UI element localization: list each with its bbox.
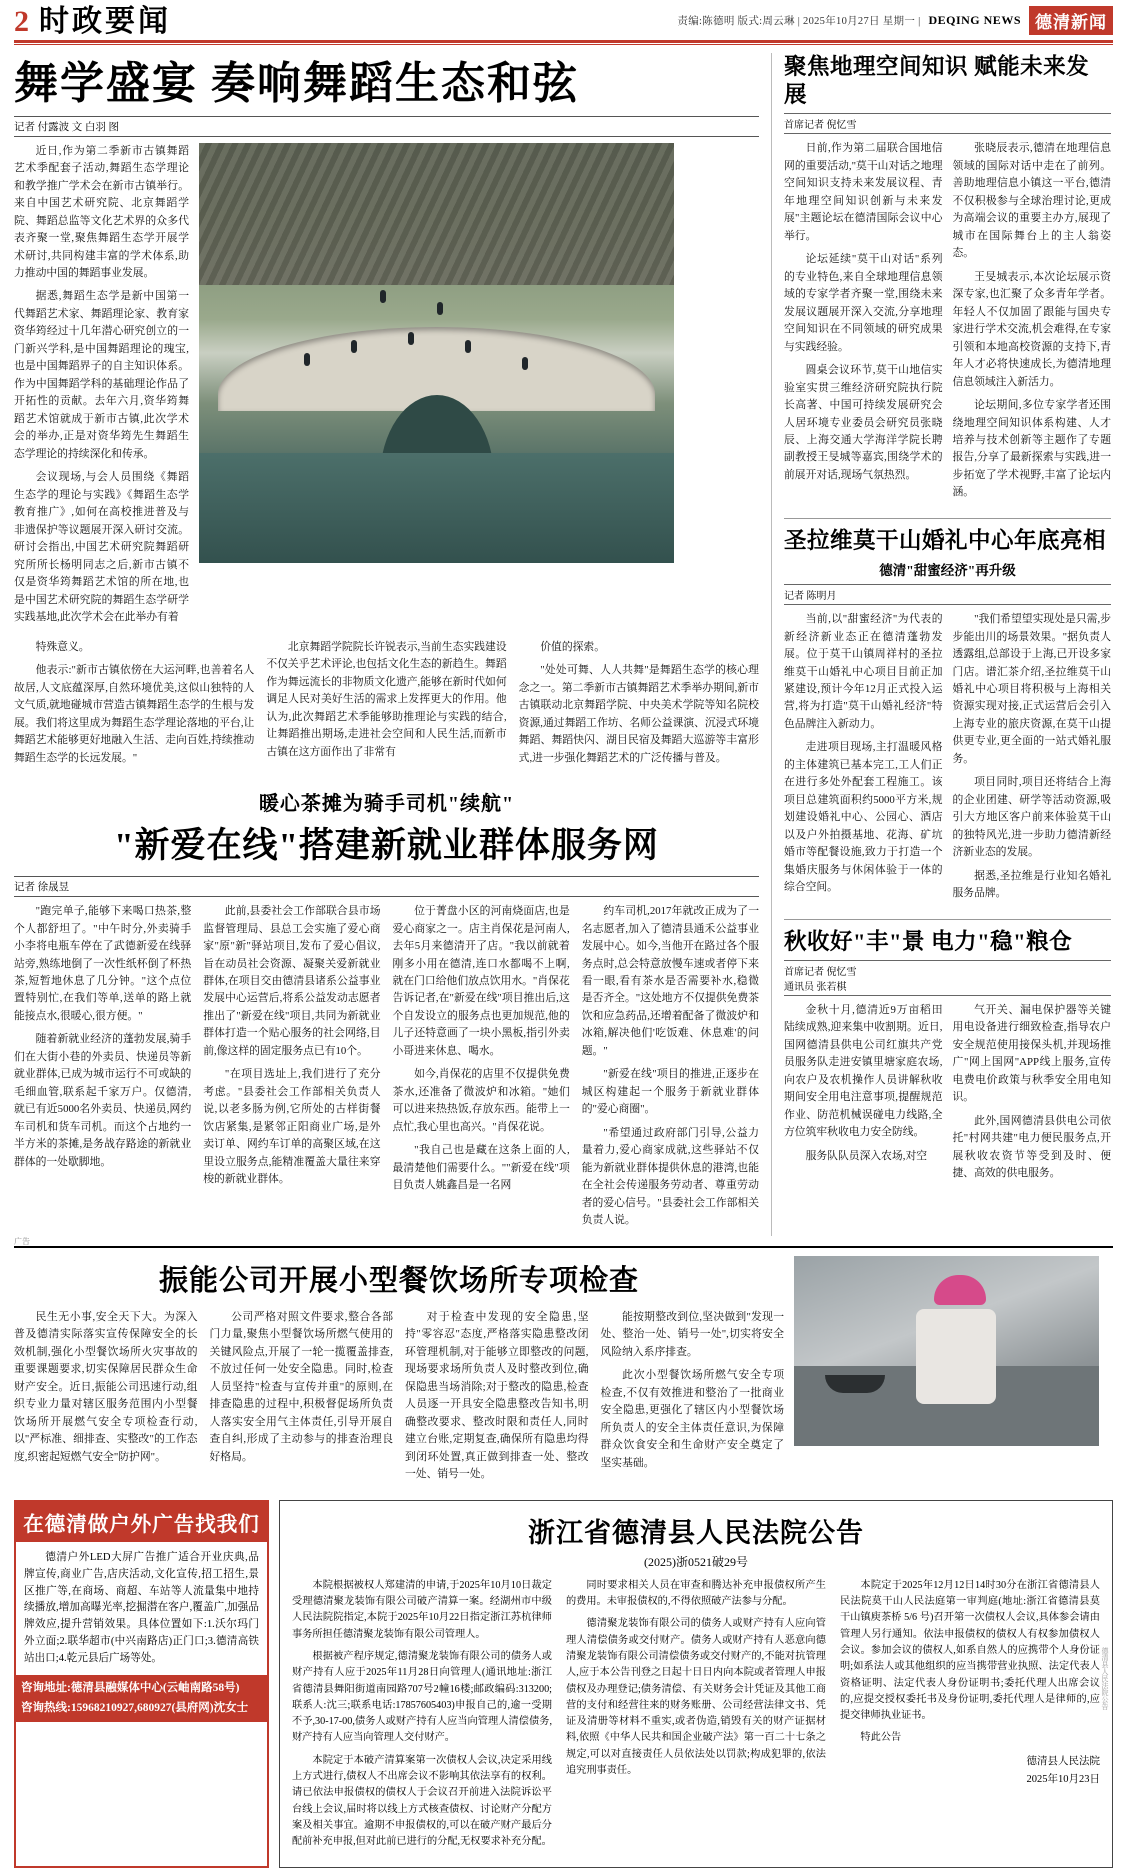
page-body <box>14 53 1113 1236</box>
notice-signature <box>840 1753 1100 1789</box>
paragraph: 日前,作为第二届联合国地信网的重要活动,"莫干山对话之地理空间知识支持未来发展议程、青年地理空间知识创新与未来发展"主题论坛在德清国际会议中心举行。 <box>784 142 943 242</box>
right-divider-1 <box>784 518 1111 519</box>
notice-title: 浙江省德清县人民法院公告 <box>528 1517 864 1548</box>
paragraph: 此前,县委社会工作部联合县市场监督管理局、县总工会实施了爱心商家"原"新"驿站项目,发布了爱心倡议,旨在动员社会资源、凝聚关爱新就业群体,在项目交由德清县诸系公益事业发展中心运营后,将系公益发动志愿者推出了"新爱在线"项目,共同为新就业群体打造一个贴心服务的社会网络,目前,像这样的固定服务点已有10个。 <box>203 905 381 1057</box>
lead-col-1 <box>14 143 189 633</box>
photo-person <box>408 332 414 345</box>
paragraph: "我们希望望实现处是只需,步步能出川的场景效果。"据负责人透露组,总部设于上海,已开设多家门店。谱汇茶介绍,圣拉维莫干山婚礼中心项目将积极与上海相关资源实现对接,正式运营后会引入上海专业的旅庆资源,在莫干山提供更专业,更全面的一站式婚礼服务。 <box>952 613 1111 765</box>
lead-byline: 记者 付露波 文 白羽 图 <box>14 116 759 137</box>
lead-photo <box>199 143 674 563</box>
paragraph: 如今,肖保花的店里不仅提供免费茶水,还准备了微波炉和冰箱。"她们可以进来热热饭,存放东西。能带上一点忙,我心里也高兴。"肖保花说。 <box>392 1068 570 1133</box>
bottom-row <box>14 1500 1113 1868</box>
right-story2-body <box>784 611 1111 909</box>
paragraph: 位于菁盘小区的河南烧面店,也是爱心商家之一。店主肖保花是河南人,去年5月来德清开了店。"我以前就着刚多小用在德清,连口水都喝不上啊,就在门口给他们放点饮用水。"肖保花告诉记者,在"新爱在线"项目推出后,这个自发设立的服务点也更加规范,他的儿子还特意画了一块小黑板,指引外卖小哥进来休息、喝水。 <box>392 905 570 1057</box>
notice-col-2 <box>566 1578 826 1857</box>
paragraph: "我自己也是藏在这条上面的人,最清楚他们需要什么。""新爱在线"项目负责人姚鑫昌是一名网 <box>392 1144 570 1192</box>
paragraph: 对于检查中发现的安全隐患,坚持"零容忍"态度,严格落实隐患整改闭环管理机制,对于能够立即整改的问题,现场要求场所负责人及时整改到位,确保隐患当场消除;对于整改的隐患,检查人员逐一开具安全隐患整改告知书,明确整改要求、整改时限和责任人,同时建立台账,定期复查,确保所有隐患均得到闭环处置,真正做到排查一处、整改一处、销号一处。 <box>405 1310 589 1481</box>
right-story1-headline: 聚焦地理空间知识 赋能未来发展 <box>784 54 1090 108</box>
paragraph: 此外,国网德清县供电公司依托"村网共建"电力便民服务点,开展秋收农资节等受到及时、便捷、高效的供电服务。 <box>952 1114 1111 1180</box>
paragraph: 根据被产程序规定,德清聚龙装饰有限公司的债务人或财产持有人应于2025年11月28日向管理人(通讯地址:浙江省德清县舞阳街道南园路707号2幢16楼;邮政编码:313200;联系人:沈三;联系电话:17857605403)申报自己的,逾一受期不予,30-17-00,债务人或财产持有人应当向管理人清偿债务,财产持有人应当向管理人交付财产。 <box>292 1650 552 1744</box>
section-title: 时政要闻 <box>39 5 171 38</box>
right-story2-byline: 记者 陈明月 <box>784 584 1111 605</box>
paragraph: 约车司机,2017年就改正成为了一名志愿者,加入了德清县通禾公益事业发展中心。如今,当他开在路过各个服务点时,总会特意放慢车速或者停下来看一眼,看有茶水是否需要补水,稳微是否齐全。"这处地方不仅提供免费茶饮和应急药品,还增着配备了微波炉和冰箱,解决他们'吃饭难、休息难'的问题。" <box>581 905 759 1057</box>
right-story2-col-1 <box>784 611 943 909</box>
photo-person <box>380 290 386 303</box>
ad-feature-photo <box>794 1256 1099 1446</box>
ad-address: 咨询地址:德清县融媒体中心(云岫南路58号) <box>21 1682 240 1695</box>
right-story3-byline <box>784 960 1111 996</box>
second-byline: 记者 徐晟昱 <box>14 876 759 897</box>
paragraph: 本院定于2025年12月12日14时30分在浙江省德清县人民法院莫干山人民法庭第一审判庭(地址:浙江省德清县莫干山镇庾茶桥 5/6 号)召开第一次债权人会议,具体参会请由管理人另行通知。依法申报债权的债权人有权参加债权人会议。参加会议的债权人,如系自然人的应携带个人身份证明;如系法人或其他组织的应当携带营业执照、法定代表人资格证明、法定代表人身份证明书;委托代理人出席会议的,应提交授权委托书及身份证明,委托代理人是律师的,应提交律师执业证书。 <box>840 1579 1100 1722</box>
right-story1-byline: 首席记者 倪忆雪 <box>784 113 1111 134</box>
photo-water <box>199 453 674 562</box>
notice-case-number: (2025)浙0521破29号 <box>644 1554 748 1569</box>
masthead-rule <box>14 44 1113 45</box>
right-story3-headline: 秋收好"丰"景 电力"稳"粮仓 <box>784 928 1073 954</box>
paragraph: "跑完单子,能够下来喝口热茶,整个人都舒坦了。"中午时分,外卖骑手小李将电瓶车停在了武德新爱在线驿站旁,熟练地倒了一次性纸杯倒了杯热茶,短暂地休息了几分钟。"这个点位置特别忙,在我们等单,送单的路上就能接点水,很暖心,很方便。" <box>14 905 192 1022</box>
paragraph: 德清聚龙装饰有限公司的债务人或财产持有人应向管理人清偿债务或交付财产。债务人或财产持有人恶意向德清聚龙装饰有限公司清偿债务或交付财产的,不能对抗管理人,应于本公告刊登之日起十日日内向本院或者管理人申报债权及办理登记;债务清偿、有关财务会计凭证及其他工商营的支付和经营往来的财务账册、公司经营法律文书、凭证及清册等材料不重实,或者伪造,销毁有关的财产证据材料,依照《中华人民共和国企业破产法》第一百二十七条之规定,可以对直接责任人员依法处以罚款;构成犯罪的,依法追究刑事责任。 <box>566 1618 826 1777</box>
second-col-4 <box>582 903 759 1236</box>
second-headline: "新爱在线"搭建新就业群体服务网 <box>114 826 659 866</box>
photo-person <box>351 340 357 353</box>
right-column <box>771 53 1111 1236</box>
right-story1-col-1 <box>784 140 943 508</box>
ad-feature-col-3 <box>405 1309 589 1490</box>
paragraph: 北京舞蹈学院院长许锐表示,当前生态实践建设不仅关乎艺术评论,也包括文化生态的新趋生。舞蹈作为舞远流长的非物质文化遗产,能够在新时代如何调足人民对美好生活的需求上发挥更大的作用。他认为,此次舞蹈艺术季能够助推理论与实践的结合,让舞蹈推出期场,走进社会空间和人民生活,而新市古镇在这方面作出了非常有 <box>266 640 507 758</box>
right-story3-byline-1: 首席记者 倪忆雪 <box>784 966 857 978</box>
paragraph: 金秋十月,德清近9万亩稻田陆续成熟,迎来集中收割期。近日,国网德清县供电公司红旗共产党员服务队走进安镇里塘家庭农场,向农户及农机操作人员讲解秋收期间安全用电注意事项,提醒规范作业、防范机械误碰电力线路,全方位筑牢秋收电力安全防线。 <box>784 1003 943 1139</box>
ad-tag: 广告 <box>14 1236 30 1246</box>
masthead-meta: 责编:陈德明 版式:周云琳 | 2025年10月27日 星期一 | <box>677 16 921 27</box>
lead-headline: 舞学盛宴 奏响舞蹈生态和弦 <box>14 59 579 108</box>
paragraph: "新爱在线"项目的推进,正逐步在城区构建起一个服务于新就业群体的"爱心商圈"。 <box>581 1068 759 1116</box>
right-story3-body <box>784 1002 1111 1189</box>
paragraph: 张晓辰表示,德清在地理信息领域的国际对话中走在了前列。善助地理信息小镇这一平台,德清不仅积极参与全球治理讨论,更成为高端会议的重要主办方,展现了城市在国际舞台上的主人翁姿态。 <box>952 142 1111 260</box>
left-column <box>14 53 759 1236</box>
paragraph: 服务队队员深入农场,对空 <box>805 1149 928 1162</box>
paragraph: 会议现场,与会人员围绕《舞蹈生态学的理论与实践》《舞蹈生态学教育推广》,如何在高校推进普及与非遗保护等议题展开深入研讨交流。研讨会指出,中国艺术研究院舞蹈研究所所长杨明同志之后,新市古镇不仅是资华筠舞蹈艺术馆的所在地,也是中国艺术研究院的舞蹈生态学研学实践基地,此次学术会在此举办有着 <box>14 471 189 624</box>
paragraph: 当前,以"甜蜜经济"为代表的新经济新业态正在德清蓬勃发展。位于莫干山镇周祥村的圣拉维莫干山婚礼中心项目目前正加紧建设,预计今年12月正式投入运营,将为打造"莫干山婚礼经济"特色品牌注入新动力。 <box>784 613 943 730</box>
ad-feature-section <box>14 1236 1113 1490</box>
paragraph: 论坛延续"莫干山对话"系列的专业特色,来自全球地理信息领域的专家学者齐聚一堂,围绕未来发展议题展开深入交流,分享地理空间知识在不同领域的研究成果与实践经验。 <box>784 253 943 353</box>
paragraph: 德清户外LED大屏广告推广适合开业庆典,品牌宣传,商业广告,店庆活动,文化宣传,招工招生,景区推广等,在商场、商超、车站等人流量集中地持续播放,增加高曝光率,挖掘潜在客户,覆盖广,加强品牌效应,提升营销效果。具体位置如下:1.沃尔玛门外立面;2.联华超市(中兴南路店)正门口;3.德清高铁站出口;4.乾元县后广场等处。 <box>24 1551 259 1665</box>
second-col-3 <box>393 903 570 1236</box>
page-number: 2 <box>14 5 29 38</box>
newspaper-page <box>0 5 1127 1848</box>
notice-col-1 <box>292 1578 552 1857</box>
ad-feature-col-2 <box>210 1309 394 1490</box>
ad-feature-col-1 <box>14 1309 198 1490</box>
second-col-2 <box>203 903 380 1236</box>
paragraph: 王旻城表示,本次论坛展示资深专家,也汇聚了众多青年学者。年轻人不仅加固了跟能与国央专家进行学术交流,机会难得,在专家引领和本地高校资源的支持下,青年人才必将快速成长,为德清地理信息领域注入新活力。 <box>952 270 1111 388</box>
masthead-left <box>14 7 171 37</box>
paragraph: 此次小型餐饮场所燃气安全专项检查,不仅有效推进和整治了一批商业安全隐患,更强化了辖区内小型餐饮场所负责人的安全主体责任意识,为保障群众饮食安全和生命财产安全奠定了坚实基础。 <box>600 1369 784 1469</box>
right-story1-col-2 <box>953 140 1112 508</box>
outdoor-ad-box[interactable] <box>14 1500 269 1868</box>
second-story-body <box>14 903 759 1236</box>
notice-vertical-label: 德清县人民法院公告 <box>1101 1647 1109 1711</box>
lead-story-bottom <box>14 639 759 773</box>
paragraph: 据悉,舞蹈生态学是新中国第一代舞蹈艺术家、舞蹈理论家、教育家资华筠经过十几年潜心研究创立的一门新兴学科,是中国舞蹈理论的瑰宝,也是中国舞蹈界子的自主知识体系。作为中国舞蹈学科的基础理论作品了开拓性的贡献。去年六月,资华筠舞蹈艺术馆就成于新市古镇,此次学术会的举办,正是对资华筠先生舞蹈生态学理论的持续深化和传承。 <box>14 290 189 460</box>
lead-col-4 <box>519 639 759 773</box>
outdoor-ad-body <box>24 1550 259 1669</box>
notice-body <box>292 1578 1100 1857</box>
outdoor-ad-footer <box>16 1675 267 1722</box>
masthead-english: DEQING NEWS <box>928 13 1021 27</box>
right-divider-2 <box>784 919 1111 920</box>
paragraph: 公司严格对照文件要求,整合各部门力量,聚焦小型餐饮场所燃气使用的关键风险点,开展了一轮一揽覆盖排查,不放过任何一处安全隐患。同时,检查人员坚持"检查与宣传并重"的原则,在排查隐患的过程中,积极督促场所负责人落实安全用气主体责任,引导开展自查自纠,形成了主动参与的排查治理良好格局。 <box>209 1310 393 1463</box>
masthead <box>14 6 1113 43</box>
paragraph: 价值的探索。 <box>540 640 606 653</box>
ad-feature-left <box>14 1256 784 1490</box>
photo-person <box>522 357 528 370</box>
photo-person <box>437 302 443 315</box>
paragraph: "希望通过政府部门引导,公益力量着力,爱心商家成就,这些驿站不仅能为新就业群体提供休息的港湾,也能在全社会传递服务劳动者、尊重劳动者的爱心信号。"县委社会工作部相关负责人说。 <box>581 1126 759 1227</box>
paragraph: 走进项目现场,主打温暖风格的主体建筑已基本完工,工人们正在进行多处外配套工程施工。该项目总建筑面积约5000平方米,规划建设婚礼中心、公园心、酒店以及户外拍摄基地、花海、矿坑婚市等配餐设施,致力于打造一个集婚庆服务与休闲体验于一体的综合空间。 <box>784 741 943 894</box>
paragraph: 随着新就业经济的蓬勃发展,骑手们在大街小巷的外卖员、快递员等新就业群体,已成为城市运行不可或缺的毛细血管,联系起千家万户。仅德清,就已有近5000名外卖员、快递员,网约车司机和货车司机。而这个占地约一半方米的茶摊,是务战存路途的新就业群体的一处歇脚地。 <box>14 1033 192 1168</box>
notice-special: 特此公告 <box>860 1732 902 1744</box>
ad-feature-col-4 <box>601 1309 785 1490</box>
lead-col-2 <box>14 639 254 773</box>
right-story2-headline: 圣拉维莫干山婚礼中心年底亮相 <box>784 527 1107 553</box>
paragraph: "处处可舞、人人共舞"是舞蹈生态学的核心理念之一。第二季新市古镇舞蹈艺术季举办期间,新市古镇联动北京舞蹈学院、中央美术学院等知名院校资源,通过舞蹈工作坊、名师公益课演、沉浸式环境舞蹈、舞蹈快闪、湖目民宿及舞蹈大巡游等丰富形式,进一步强化舞蹈艺术的广泛传播与普及。 <box>518 664 759 764</box>
masthead-right <box>677 6 1113 37</box>
paragraph: 同时要求相关人员在审查和腾达补充申报债权所产生的费用。未审报债权的,不得依照破产法参与分配。 <box>566 1579 826 1607</box>
photo-person <box>465 340 471 353</box>
right-story3-col-1 <box>784 1002 943 1189</box>
paragraph: 据悉,圣拉维是行业知名婚礼服务品牌。 <box>952 869 1111 900</box>
paragraph: 项目同时,项目还将结合上海的企业团建、研学等活动资源,吸引大方地区客户前来体验莫干山的独特风光,进一步助力德清新经济新业态的发展。 <box>952 776 1111 859</box>
photo-pan <box>825 1375 885 1393</box>
masthead-logo: 德清新闻 <box>1029 6 1113 35</box>
paragraph: 民生无小事,安全天下大。为深入普及德清实际落实宣传保障安全的长效机制,强化小型餐饮场所火灾事故的重要课题要求,切实保障居民群众生命财产安全。近日,振能公司迅速行动,组织专业力量对辖区服务范围内小型餐饮场所开展燃气安全专项检查行动,以"严标准、细排查、实整改"的工作态度,织密起短燃气安全"防护网"。 <box>14 1310 198 1463</box>
ad-hotline: 咨询热线:15968210927,680927(县府网)沈女士 <box>21 1701 249 1714</box>
photo-hat <box>934 1275 986 1305</box>
ad-feature-body <box>14 1309 784 1490</box>
court-notice <box>279 1500 1113 1868</box>
paragraph: 能按期整改到位,坚决做到"发现一处、整治一处、销号一处",切实将安全风险纳入系序排查。 <box>600 1310 784 1358</box>
right-story3-col-2 <box>953 1002 1112 1189</box>
paragraph: 本院根据被权人郑建清的申请,于2025年10月10日裁定受理德清聚龙装饰有限公司破产清算一案。经湖州市中级人民法院院指定,本院于2025年10月22日指定浙江苏杭律师事务所担任德清聚龙装饰有限公司管理人。 <box>292 1579 552 1640</box>
ad-feature-title: 振能公司开展小型餐饮场所专项检查 <box>158 1264 639 1297</box>
outdoor-ad-title: 在德清做户外广告找我们 <box>16 1502 267 1542</box>
right-story1-body <box>784 140 1111 508</box>
paragraph: 本院定于本破产清算案第一次债权人会议,决定采用线上方式进行,债权人不出席会议不影响其依法享有的权利。请已依法申报债权的债权人于会议召开前进入法院诉讼平台线上会议,届时将以线上方式核查债权、讨论财产分配方案及相关事宜。逾期不申报债权的,可以在破产财产最后分配前补充申报,但对此前已进行的分配,无权要求补充分配。 <box>292 1754 552 1848</box>
lead-col-3 <box>266 639 506 773</box>
right-story2-sub: 德清"甜蜜经济"再升级 <box>879 563 1016 579</box>
photo-coat <box>916 1309 996 1404</box>
paragraph: "在项目选址上,我们进行了充分考虑。"县委社会工作部相关负责人说,以老多肠为例,它所处的古样街餐饮店紧集,是紧邻正阳商业广场,是外卖订单、网约车订单的高聚区域,在这里设立服务点,能精准覆盖大量往来穿梭的新就业群体。 <box>203 1068 381 1186</box>
paragraph: 特殊意义。 <box>35 640 90 653</box>
second-kicker: 暖心茶摊为骑手司机"续航" <box>258 793 515 816</box>
paragraph: 他表示:"新市古镇依傍在大运河畔,也善着名人故居,人文底蕴深厚,自然环境优美,这似山独特的人文气质,就地碰城市营造古镇舞蹈生态学的生根与发展。我们将这里成为舞蹈生态学理论落地的平台,让舞蹈艺术能够更好地融入生活、走向百姓,持续推动舞蹈生态学的长远发展。" <box>14 664 255 764</box>
paragraph: 气开关、漏电保护器等关键用电设备进行细致检查,指导农户安全规范使用接保头机,并现场推广"网上国网"APP线上服务,宣传电费电价政策与秋季安全用电知识。 <box>952 1003 1111 1104</box>
photo-roofs <box>199 143 674 286</box>
paragraph: 圆桌会议环节,莫干山地信实验室实贯三维经济研究院执行院长高著、中国可持续发展研究会人居环境专业委员会研究员张晓辰、上海交通大学海洋学院长聘副教授王旻城等嘉宾,围绕学术的前展开对话,现场气氛热烈。 <box>784 364 943 481</box>
notice-date: 2025年10月23日 <box>1026 1773 1100 1785</box>
photo-person <box>304 353 310 366</box>
paragraph: 论坛期间,多位专家学者还围绕地理空间知识体系构建、人才培养与技术创新等主题作了专题报告,分享了最新探索与实践,进一步拓宽了学术视野,丰富了论坛内涵。 <box>952 399 1111 499</box>
paragraph: 近日,作为第二季新市古镇舞蹈艺术季配套子活动,舞蹈生态学理论和教学推广学术会在新市古镇举行。来自中国艺术研究院、北京舞蹈学院、舞蹈总监等文化艺术界的众多代表齐聚一堂,聚焦舞蹈生态学开展学术研讨,共同构建丰富的学术体系,助力推动中国的舞蹈事业发展。 <box>14 144 189 279</box>
lead-story-top <box>14 143 759 633</box>
notice-col-3 <box>840 1578 1100 1857</box>
right-story3-byline-2: 通讯员 张若棋 <box>784 981 847 993</box>
ad-feature-inner <box>14 1256 1113 1490</box>
right-story2-col-2 <box>953 611 1112 909</box>
second-col-1 <box>14 903 191 1236</box>
notice-court: 德清县人民法院 <box>1026 1755 1100 1767</box>
